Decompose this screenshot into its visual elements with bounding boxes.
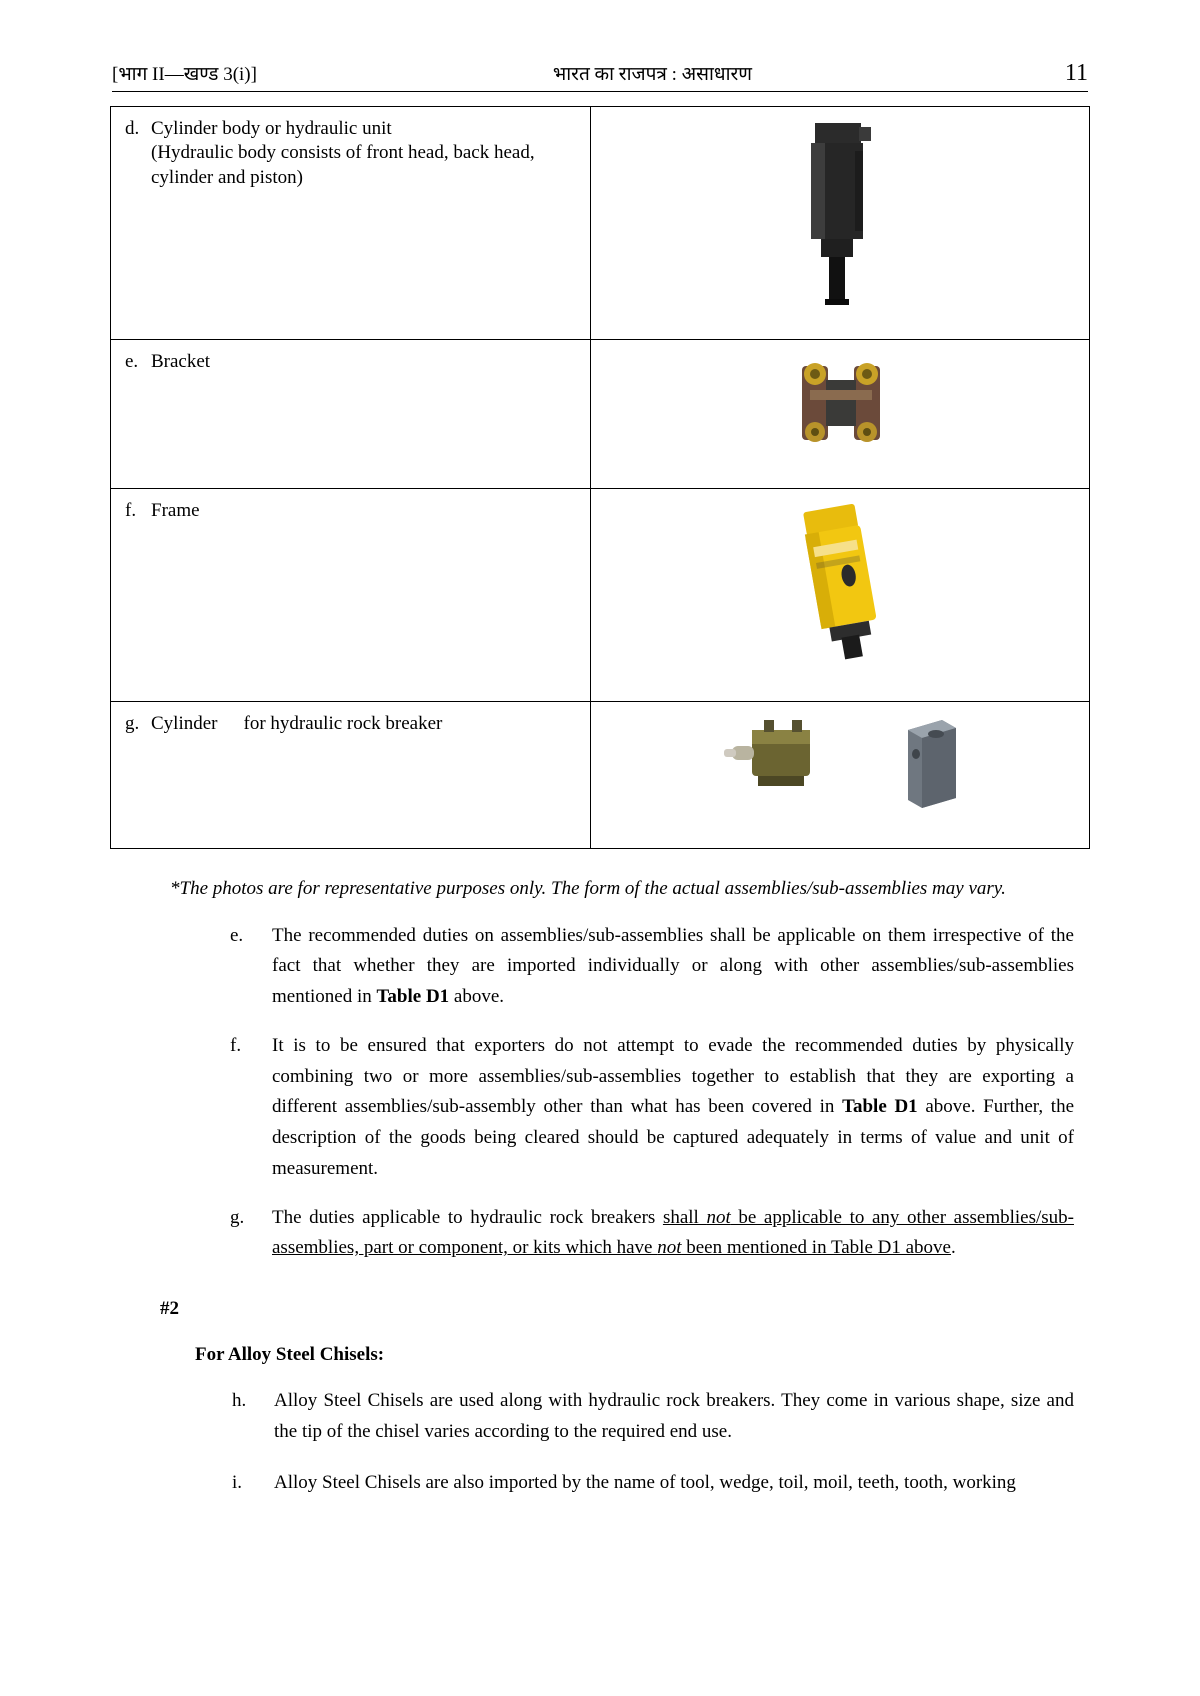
clause-g <box>110 1203 1080 1265</box>
section-number: #2 <box>160 1298 179 1320</box>
clause-g-text-1: The duties applicable to hydraulic rock breakers <box>272 1206 663 1228</box>
header-left-text: [भाग II—खण्ड 3(i)] <box>112 64 257 85</box>
clause-e-text-2: above. <box>449 986 505 1008</box>
row-subtitle-d-1: (Hydraulic body consists of front head, back head, <box>151 142 535 164</box>
clause-g-underline-3: been mentioned in Table D1 above <box>681 1237 951 1259</box>
row-label-cell-g <box>111 702 591 849</box>
row-title-g-cont: for hydraulic rock breaker <box>243 713 443 734</box>
clause-marker-f: f. <box>230 1034 242 1056</box>
row-image-cell-f <box>591 489 1090 702</box>
clause-list <box>110 921 1080 1265</box>
page-number: 11 <box>1064 60 1088 86</box>
table-row <box>111 702 1090 849</box>
sub-clause-list <box>110 1386 1080 1498</box>
row-letter-g: g. <box>125 713 140 734</box>
bracket-illustration <box>786 350 896 461</box>
cylinder-illustration-left <box>718 712 838 816</box>
clause-g-underline-1: shall <box>662 1206 707 1228</box>
row-image-cell-d <box>591 107 1090 340</box>
cylinder-illustration-right <box>894 712 964 816</box>
clause-f-bold: Table D1 <box>842 1096 918 1118</box>
clause-body-g <box>272 1203 1080 1265</box>
row-image-cell-e <box>591 340 1090 489</box>
table-row <box>111 107 1090 340</box>
clause-body-e <box>272 921 1080 1013</box>
row-subtitle-d-2: cylinder and piston) <box>151 166 303 188</box>
row-title-f: Frame <box>151 500 200 521</box>
table-row <box>111 489 1090 702</box>
clause-body-i: Alloy Steel Chisels are also imported by the name of tool, wedge, toil, moil, teeth, tooth, working <box>274 1471 1016 1493</box>
header-divider <box>112 91 1088 92</box>
clause-g-underline-italic-1: not <box>706 1206 731 1228</box>
row-label-cell-d <box>111 107 591 340</box>
row-letter-f: f. <box>125 500 137 521</box>
header-center-text: भारत का राजपत्र : असाधारण <box>552 64 753 85</box>
clause-g-text-2: . <box>951 1237 956 1259</box>
clause-f <box>110 1031 1080 1185</box>
frame-illustration <box>776 499 906 674</box>
clause-marker-g: g. <box>230 1206 245 1228</box>
clause-e <box>110 921 1080 1013</box>
clause-f-text-1: It is to be ensured that exporters do not attempt to evade the recommended duties by physically combining two or more assemblies/sub-assemblies together to establish that they are exporting a different assemblies/sub-assembly other than what has been covered in <box>272 1034 1074 1118</box>
clause-e-bold: Table D1 <box>376 986 450 1008</box>
row-letter-e: e. <box>125 351 139 372</box>
row-letter-d: d. <box>125 118 140 139</box>
row-title-d: Cylinder body or hydraulic unit <box>151 118 392 139</box>
row-label-cell-e <box>111 340 591 489</box>
clause-i <box>110 1468 1080 1499</box>
clause-g-underline-italic-2: not <box>657 1237 682 1259</box>
row-label-cell-f <box>111 489 591 702</box>
row-title-g: Cylinder <box>151 713 218 734</box>
clause-h <box>110 1386 1080 1448</box>
clause-marker-i: i. <box>232 1471 243 1493</box>
cylinder-body-illustration <box>781 117 901 312</box>
row-image-cell-g <box>591 702 1090 849</box>
clause-e-text-1: The recommended duties on assemblies/sub-assemblies shall be applicable on them irrespective of the fact that whether they are imported individually or along with other assemblies/sub-assemblies mentioned in <box>272 924 1074 1008</box>
representative-photos-note: *The photos are for representative purposes only. The form of the actual assemblies/sub-assemblies may vary. <box>170 878 1006 899</box>
parts-table <box>110 106 1090 849</box>
row-title-e: Bracket <box>151 351 211 372</box>
clause-f-text-2: above. Further, the description of the goods being cleared should be captured adequately in terms of value and unit of measurement. <box>272 1096 1074 1179</box>
clause-body-f <box>272 1031 1080 1185</box>
page-header <box>110 60 1090 91</box>
clause-marker-e: e. <box>230 924 244 946</box>
clause-g-underline-2: be applicable to any other assemblies/sub-assemblies, part or component, or kits which have <box>272 1206 1074 1259</box>
section-heading: For Alloy Steel Chisels: <box>195 1344 385 1366</box>
clause-marker-h: h. <box>232 1390 247 1412</box>
clause-body-h: Alloy Steel Chisels are used along with hydraulic rock breakers. They come in various shape, size and the tip of the chisel varies according to the required end use. <box>274 1390 1074 1442</box>
table-row <box>111 340 1090 489</box>
